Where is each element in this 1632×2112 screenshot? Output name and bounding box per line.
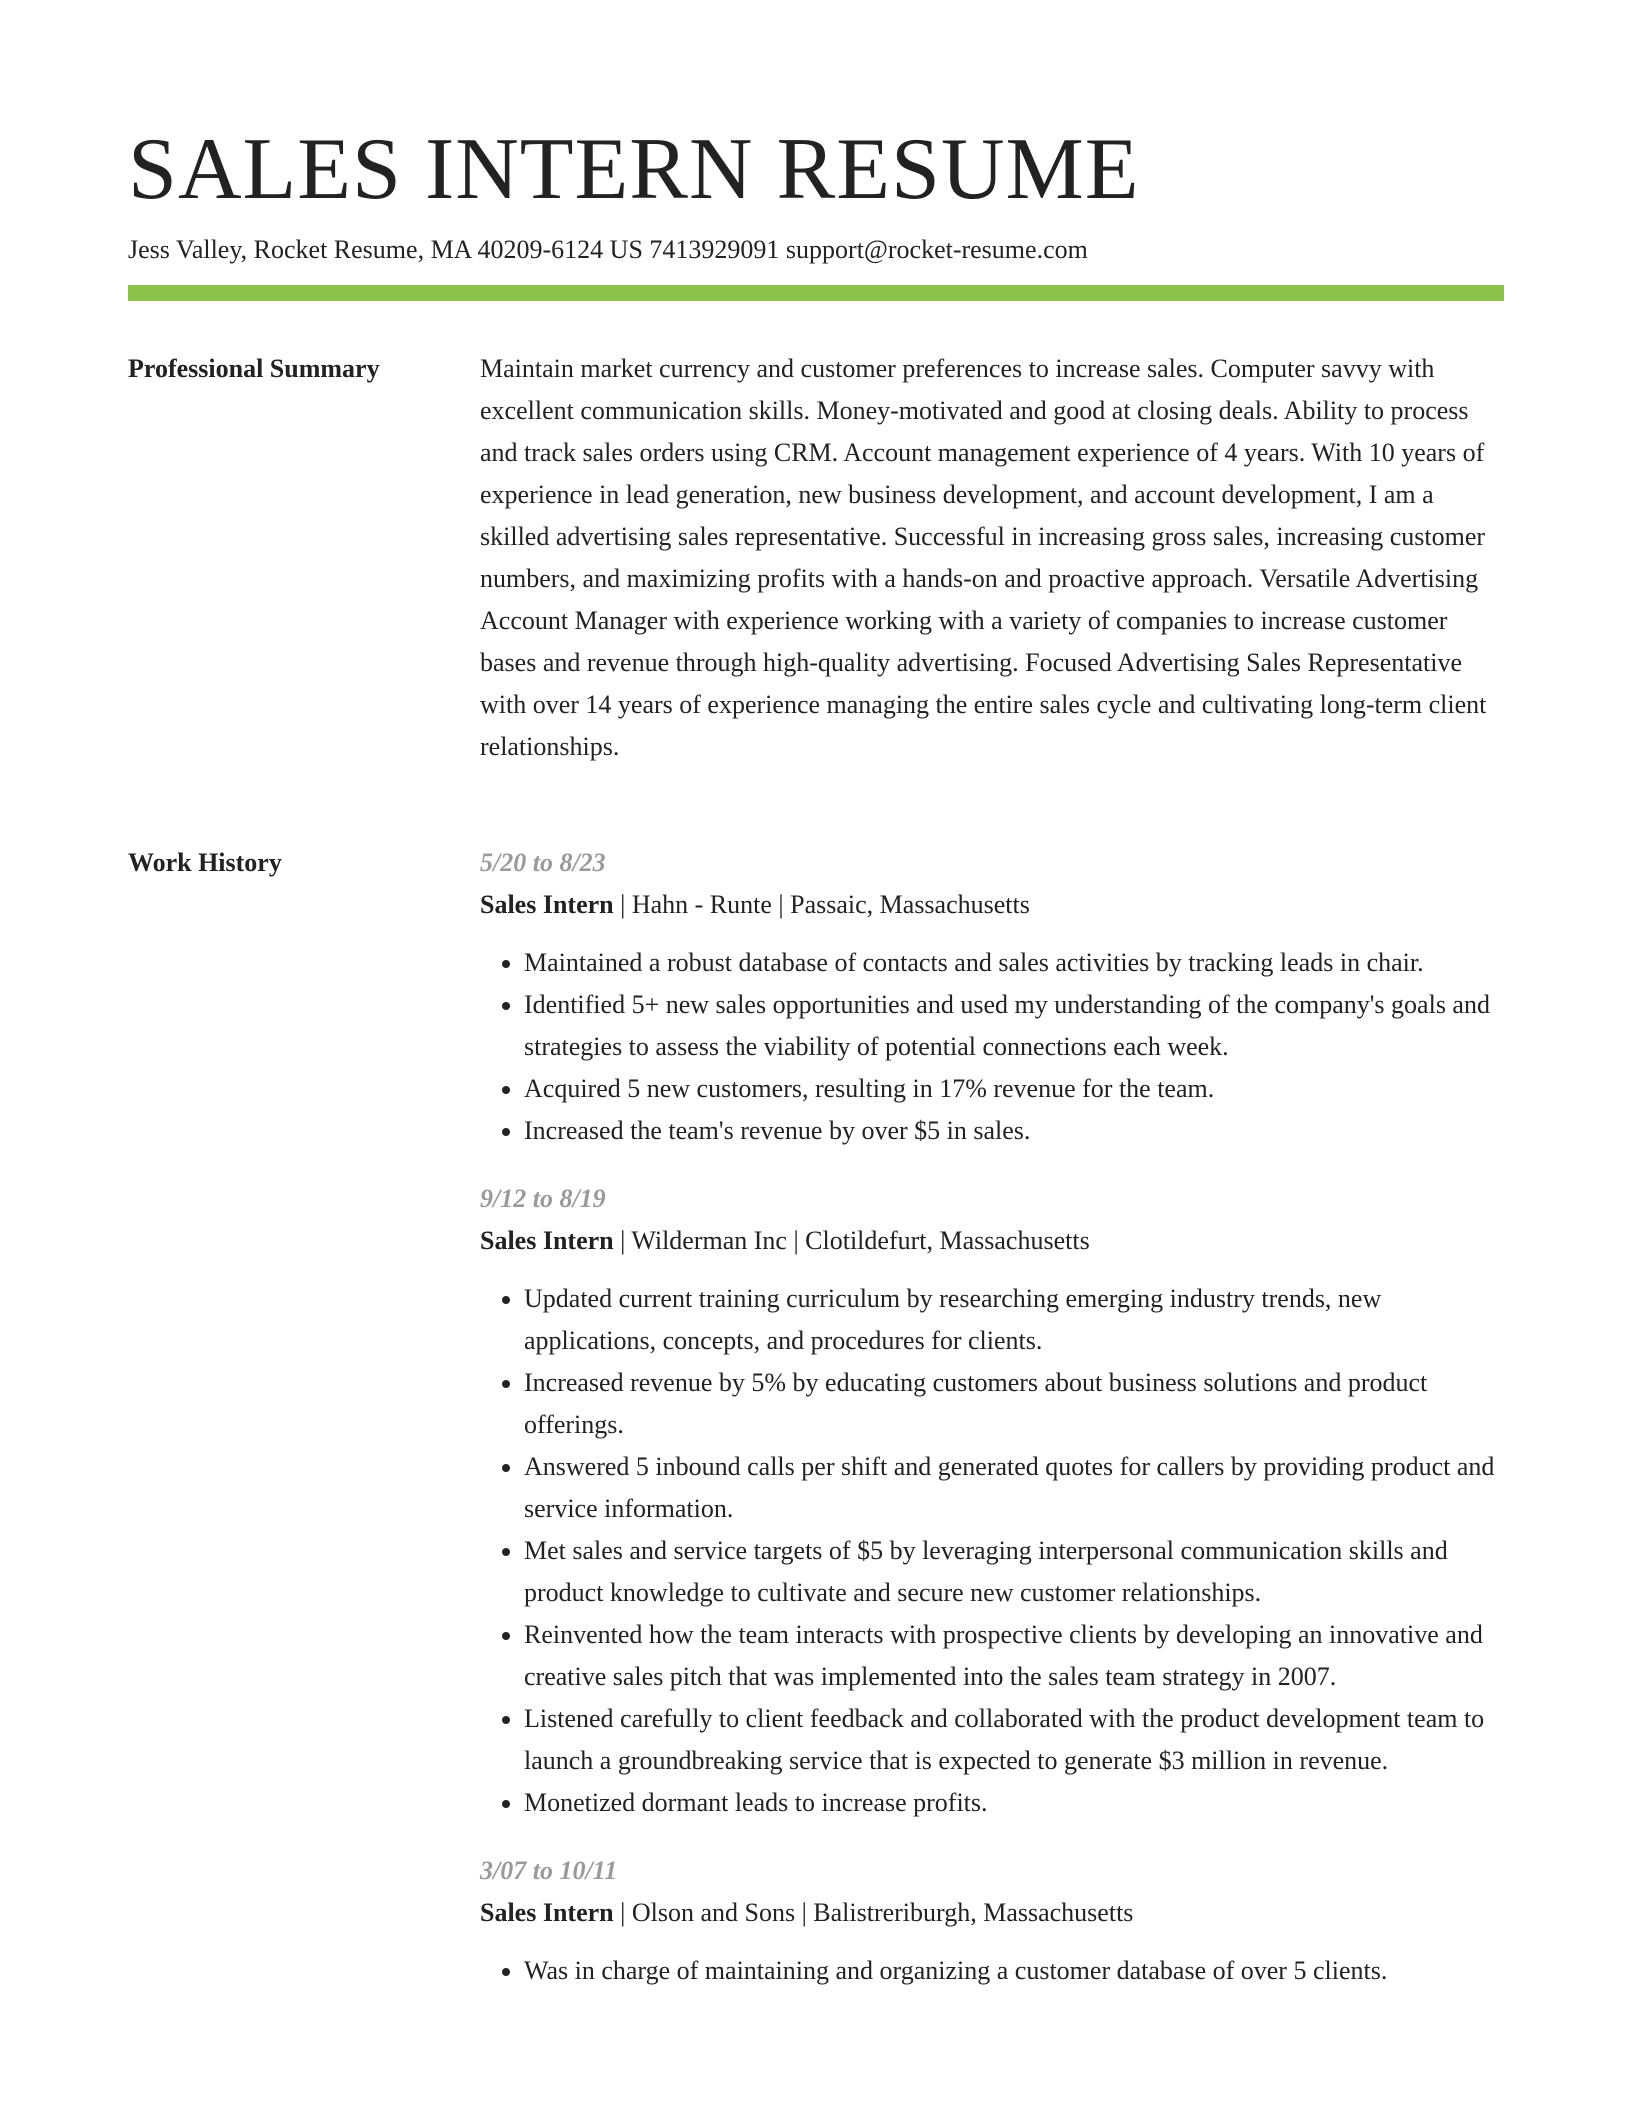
job-bullet: • Reinvented how the team interacts with prospective clients by developing an innovative and creative sales pitch that was implemented into the sales team strategy in 2007. [524,1614,1504,1698]
job-entry [480,842,1504,1152]
job-details: | Wilderman Inc | Clotildefurt, Massachusetts [613,1226,1090,1255]
job-details: | Olson and Sons | Balistreriburgh, Massachusetts [613,1898,1134,1927]
job-bullet: • Monetized dormant leads to increase profits. [524,1782,1504,1824]
job-bullet: • Increased the team's revenue by over $5 in sales. [524,1110,1504,1152]
job-dates: 5/20 to 8/23 [480,848,606,877]
resume-title: SALES INTERN RESUME [128,121,1140,218]
job-bullet-list [480,1278,1504,1824]
summary-body [480,348,1504,768]
job-title: Sales Intern [480,890,614,919]
job-bullet: • Met sales and service targets of $5 by leveraging interpersonal communication skills and product knowledge to cultivate and secure new customer relationships. [524,1530,1504,1614]
job-bullet: • Acquired 5 new customers, resulting in 17% revenue for the team. [524,1068,1504,1110]
work-history-body [480,842,1504,2018]
job-bullet: • Identified 5+ new sales opportunities and used my understanding of the company's goals and strategies to assess the viability of potential connections each week. [524,984,1504,1068]
job-header [480,884,1504,926]
job-dates: 9/12 to 8/19 [480,1184,606,1213]
job-bullet: • Answered 5 inbound calls per shift and generated quotes for callers by providing product and service information. [524,1446,1504,1530]
summary-text: Maintain market currency and customer preferences to increase sales. Computer savvy with excellent communication skills. Money-motivated and good at closing deals. Ability to process and track sales orders using CRM. Account management experience of 4 years. With 10 years of experience in lead generation, new business development, and account development, I am a skilled advertising sales representative. Successful in increasing gross sales, increasing customer numbers, and maximizing profits with a hands-on and proactive approach. Versatile Advertising Account Manager with experience working with a variety of companies to increase customer bases and revenue through high-quality advertising. Focused Advertising Sales Representative with over 14 years of experience managing the entire sales cycle and cultivating long-term client relationships. [480,354,1487,761]
job-bullet: • Maintained a robust database of contacts and sales activities by tracking leads in chair. [524,942,1504,984]
job-header [480,1892,1504,1934]
job-entry [480,1850,1504,1992]
job-bullet: • Updated current training curriculum by researching emerging industry trends, new applications, concepts, and procedures for clients. [524,1278,1504,1362]
job-title: Sales Intern [480,1898,614,1927]
job-bullet: • Was in charge of maintaining and organizing a customer database of over 5 clients. [524,1950,1504,1992]
job-entry [480,1178,1504,1824]
job-bullet: • Increased revenue by 5% by educating customers about business solutions and product offerings. [524,1362,1504,1446]
job-details: | Hahn - Runte | Passaic, Massachusetts [613,890,1030,919]
summary-label: Professional Summary [128,354,380,383]
job-bullet-list [480,942,1504,1152]
work-history-label: Work History [128,848,282,877]
job-bullet: • Listened carefully to client feedback and collaborated with the product development team to launch a groundbreaking service that is expected to generate $3 million in revenue. [524,1698,1504,1782]
job-header [480,1220,1504,1262]
job-title: Sales Intern [480,1226,614,1255]
contact-line: Jess Valley, Rocket Resume, MA 40209-6124 US 7413929091 support@rocket-resume.com [128,235,1088,264]
header-divider [128,285,1504,301]
job-dates: 3/07 to 10/11 [480,1856,618,1885]
job-bullet-list [480,1950,1504,1992]
